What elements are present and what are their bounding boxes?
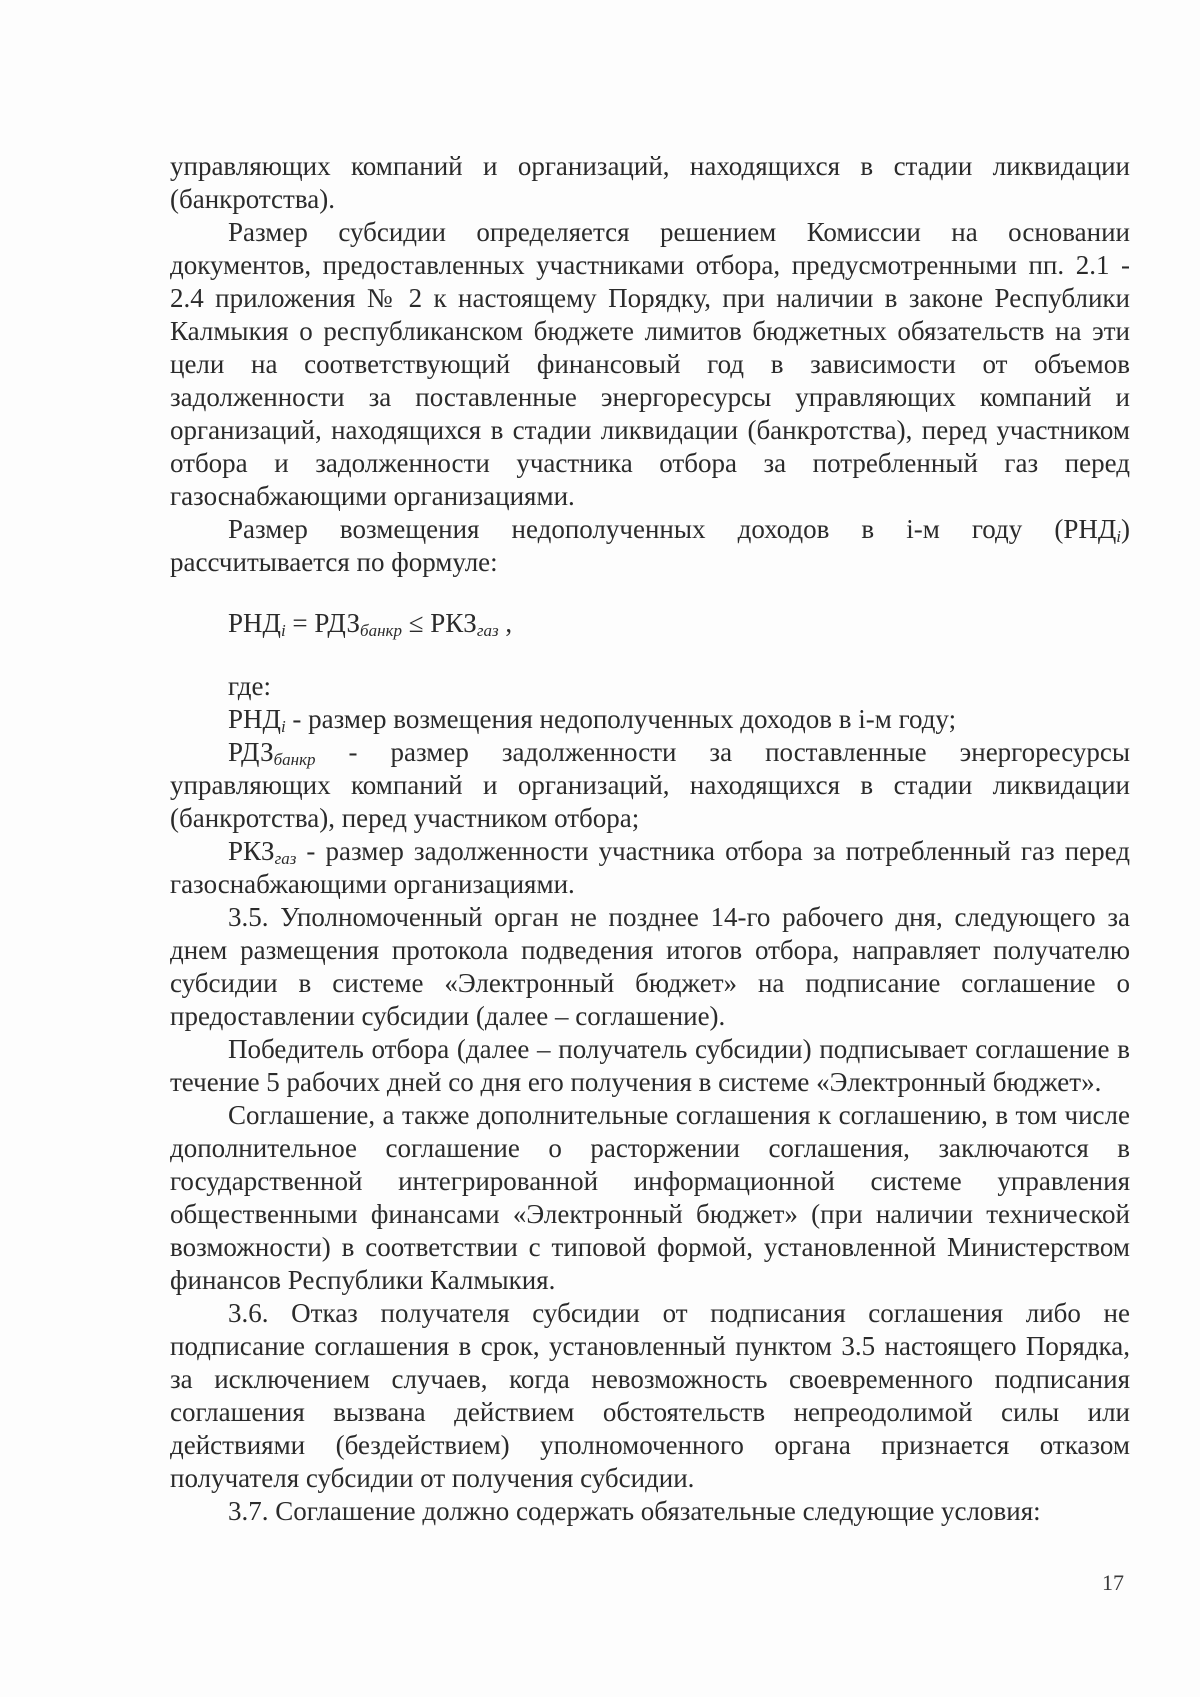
definition-symbol-sub: газ [274,849,297,868]
paragraph-agreement: Соглашение, а также дополнительные соглашения к соглашению, в том числе дополнительное соглашение о расторжении соглашения, заключаются в государственной интегрированной информационной системе управления общественными финансами «Электронный бюджет» (при наличии технической возможности) в соответствии с типовой формой, установленной Министерством финансов Республики Калмыкия. [170,1100,1130,1295]
definition-text: - размер возмещения недополученных доходов в i-м году; [285,704,957,734]
definition-text: - размер задолженности за поставленные энергоресурсы управляющих компаний и организаций, находящихся в стадии ликвидации (банкротства), перед участником отбора; [170,737,1130,833]
definition-rnd [170,703,1130,736]
formula-tail: , [498,608,513,638]
formula-term2: РКЗ [430,608,477,638]
where-label: где: [228,671,271,701]
document-body [170,150,1130,1528]
formula-intro-prefix: Размер возмещения недополученных доходов в i-м году ( [228,514,1064,544]
definition-symbol-sub: банкр [273,750,316,769]
paragraph-3-6: 3.6. Отказ получателя субсидии от подписания соглашения либо не подписание соглашения в срок, установленный пунктом 3.5 настоящего Порядка, за исключением случаев, когда невозможность своевременного подписания соглашения вызвана действием обстоятельств непреодолимой силы или действиями (бездействием) уполномоченного органа признается отказом получателя субсидии от получения субсидии. [170,1298,1130,1493]
formula-eq: = [285,608,315,638]
definition-rdz [170,736,1130,835]
definition-symbol: РНД [228,704,281,734]
paragraph-subsidy-size: Размер субсидии определяется решением Комиссии на основании документов, предоставленных участниками отбора, предусмотренными пп. 2.1 - 2.4 приложения № 2 к настоящему Порядку, при наличии в законе Республики Калмыкия о республиканском бюджете лимитов бюджетных обязательств на эти цели на соответствующий финансовый год в зависимости от объемов задолженности за поставленные энергоресурсы управляющих компаний и организаций, находящихся в стадии ликвидации (банкротства), перед участником отбора и задолженности участника отбора за потребленный газ перед газоснабжающими организациями. [170,217,1130,511]
formula-lhs-sub: i [280,621,286,640]
paragraph-winner: Победитель отбора (далее – получатель субсидии) подписывает соглашение в течение 5 рабочих дней со дня его получения в системе «Электронный бюджет». [170,1034,1130,1097]
paragraph-continuation: управляющих компаний и организаций, находящихся в стадии ликвидации (банкротства). [170,151,1130,214]
formula-intro-suffix: ) [1121,514,1130,544]
definition-text: - размер задолженности участника отбора за потребленный газ перед газоснабжающими организациями. [170,836,1130,899]
formula-term2-sub: газ [476,621,499,640]
formula-intro-symbol: РНД [1063,514,1117,544]
definition-symbol: РДЗ [228,737,274,767]
definition-rkz [170,835,1130,901]
formula-intro-symbol-sub: i [1116,527,1121,546]
formula-leq: ≤ [401,608,431,638]
paragraph-3-5: 3.5. Уполномоченный орган не позднее 14-го рабочего дня, следующего за днем размещения протокола подведения итогов отбора, направляет получателю субсидии в системе «Электронный бюджет» на подписание соглашение о предоставлении субсидии (далее – соглашение). [170,902,1130,1031]
formula-term1-sub: банкр [360,621,402,640]
paragraph-formula-intro [170,513,1130,579]
definition-symbol: РКЗ [228,836,275,866]
page-number: 17 [1102,1570,1124,1595]
formula-lhs: РНД [228,608,281,638]
paragraph-3-7: 3.7. Соглашение должно содержать обязательные следующие условия: [228,1496,1041,1526]
formula-intro-rest: рассчитывается по формуле: [170,547,498,577]
formula [170,607,1130,640]
formula-term1: РДЗ [314,608,361,638]
definition-symbol-sub: i [280,717,286,736]
